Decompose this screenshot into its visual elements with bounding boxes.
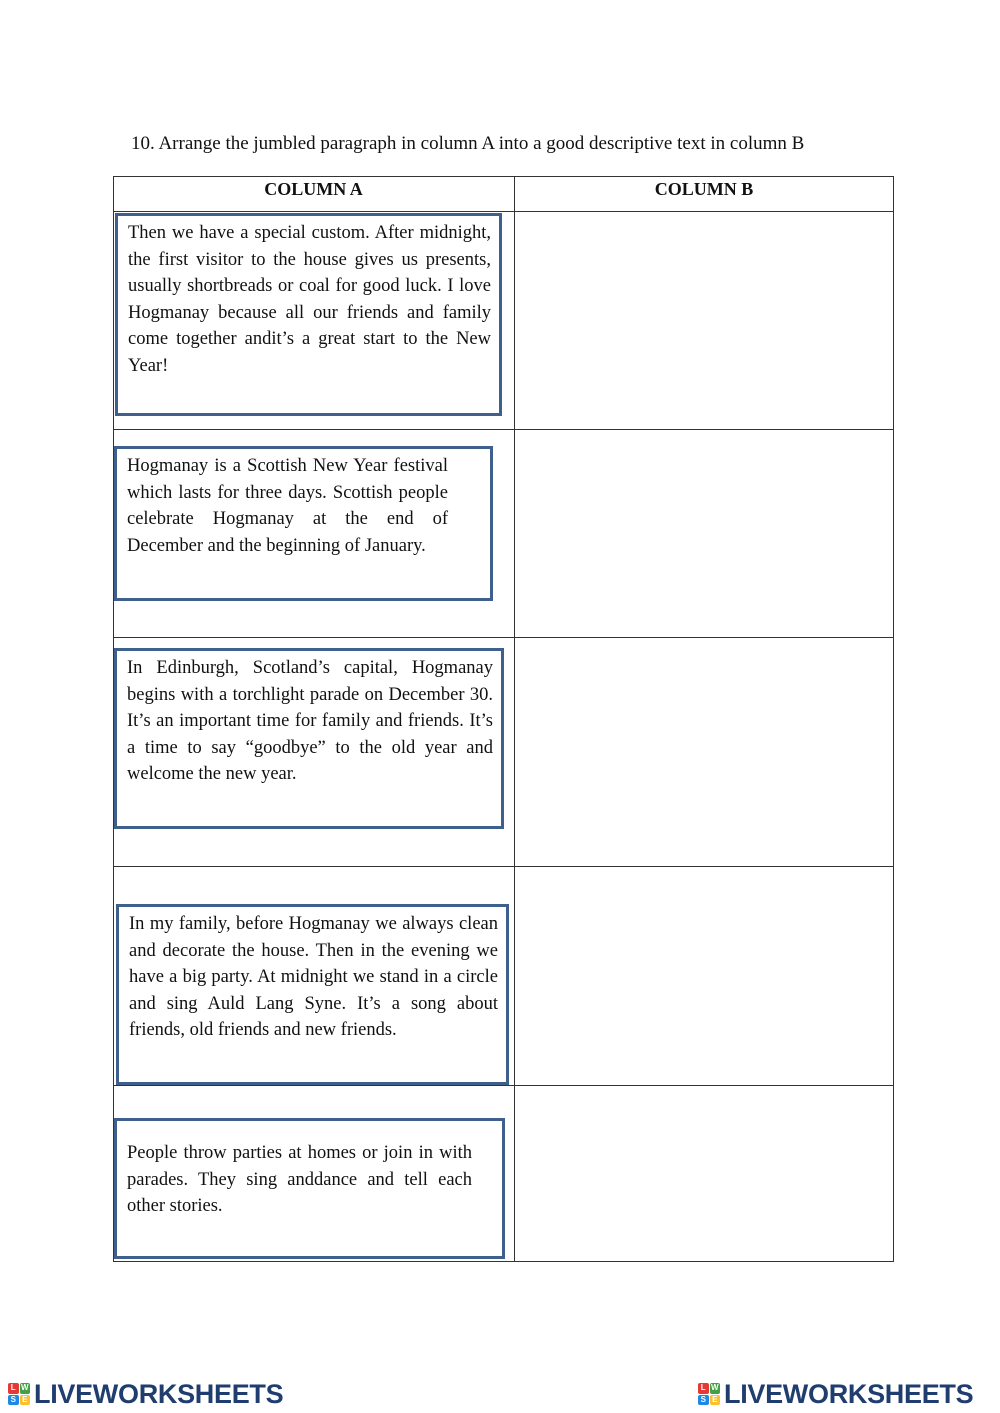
answer-cell-2[interactable]	[515, 430, 893, 637]
instruction-text: 10. Arrange the jumbled paragraph in column A into a good descriptive text in column B	[131, 133, 805, 154]
liveworksheets-logo-icon	[698, 1383, 720, 1405]
paragraph-box[interactable]: Hogmanay is a Scottish New Year festival which lasts for three days. Scottish people celebrate Hogmanay at the end of December and the beginning of January.	[114, 446, 493, 601]
answer-cell-1[interactable]	[515, 212, 893, 429]
logo-letter: W	[20, 1383, 29, 1392]
liveworksheets-logo-icon	[8, 1383, 30, 1405]
table-rule	[113, 1261, 894, 1262]
paragraph-box[interactable]: In my family, before Hogmanay we always clean and decorate the house. Then in the evening we have a big party. At midnight we stand in a circle and sing Auld Lang Syne. It’s a song about friends, old friends and new friends.	[116, 904, 509, 1085]
answer-cell-5[interactable]	[515, 1086, 893, 1261]
logo-letter: L	[698, 1383, 709, 1394]
paragraph-box[interactable]: People throw parties at homes or join in with parades. They sing anddance and tell each other stories.	[114, 1118, 505, 1259]
logo-letter: E	[20, 1395, 31, 1406]
logo-letter: E	[710, 1395, 721, 1406]
worksheet-table	[113, 176, 894, 1262]
brand-name: LIVEWORKSHEETS	[724, 1378, 974, 1409]
logo-letter: W	[710, 1383, 719, 1392]
footer-logo-right	[698, 1378, 973, 1410]
answer-cell-3[interactable]	[515, 638, 893, 866]
table-rule	[893, 176, 894, 1262]
logo-letter: S	[8, 1395, 19, 1406]
column-a-header: COLUMN A	[264, 179, 363, 199]
column-b-header: COLUMN B	[654, 179, 754, 199]
logo-letter: L	[8, 1383, 19, 1394]
paragraph-box[interactable]: In Edinburgh, Scotland’s capital, Hogmanay begins with a torchlight parade on December 30. It’s an important time for family and friends. It’s a time to say “goodbye” to the old year and welcome the new year.	[114, 648, 504, 829]
logo-letter: S	[698, 1395, 709, 1406]
paragraph-box[interactable]: Then we have a special custom. After midnight, the first visitor to the house gives us presents, usually shortbreads or coal for good luck. I love Hogmanay because all our friends and family come together andit’s a great start to the New Year!	[115, 213, 502, 416]
answer-cell-4[interactable]	[515, 867, 893, 1085]
brand-name: LIVEWORKSHEETS	[34, 1378, 284, 1409]
footer-logo-left	[8, 1378, 283, 1410]
